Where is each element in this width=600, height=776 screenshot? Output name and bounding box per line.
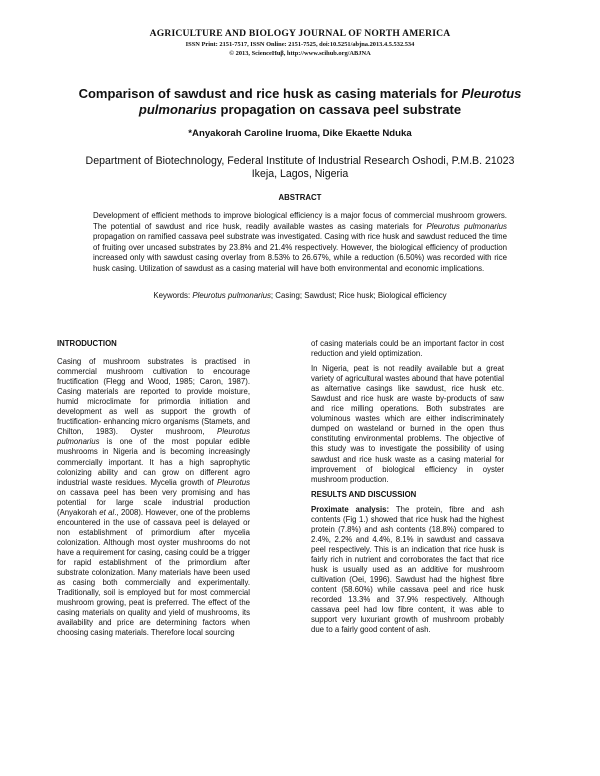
keywords-label: Keywords: — [153, 291, 193, 300]
paper-title — [60, 86, 540, 118]
keywords-species: Pleurotus pulmonarius — [192, 291, 271, 300]
left-column — [57, 339, 250, 643]
abstract-body — [93, 211, 507, 275]
abstract-heading: ABSTRACT — [278, 193, 322, 202]
title-text-2: propagation on cassava peel substrate — [216, 102, 462, 117]
introduction-heading: INTRODUCTION — [57, 339, 117, 348]
introduction-paragraph — [57, 357, 250, 638]
affiliation — [50, 155, 550, 181]
right-paragraph-2: In Nigeria, peat is not readily available but a great variety of agricultural wastes abound that have potential as alternative casings like sawdust, rice husk etc. Sawdust and rice husk are waste by-products of saw and rice milling operations. Both substrates are voluminous wastes which are either indiscriminately dumped on wasteland or burned in the open thus constituting environmental problems. The objective of this study was to investigate the possibility of using sawdust and rice husk waste as a casing material for improvement of biological efficiency in oyster mushroom production. — [311, 364, 504, 484]
issn-line: ISSN Print: 2151-7517, ISSN Online: 2151-7525, doi:10.5251/abjna.2013.4.5.532.534 — [185, 41, 415, 48]
proximate-label: Proximate analysis: — [311, 504, 390, 514]
abstract-text-1: Development of efficient methods to improve biological efficiency is a major focus of commercial mushroom growers. The potential of sawdust and rice husk, readily available wastes as casing materials for — [93, 211, 507, 231]
copyright-line: © 2013, ScienceHuβ, http://www.scihub.org/ABJNA — [229, 50, 371, 57]
intro-text-2: is one of the most popular edible mushrooms in Nigeria and is becoming increasingly commercially important. It has a high saprophytic colonizing ability and can grow on different agro industrial waste residues. Mycelia growth of — [57, 437, 250, 487]
title-text-1: Comparison of sawdust and rice husk as casing materials for — [78, 86, 462, 101]
intro-text-3: on cassava peel has been very promising and has potential for large scale industrial production (Anyakorah — [57, 487, 250, 517]
affiliation-line-1: Department of Biotechnology, Federal Institute of Industrial Research Oshodi, P.M.B. 21023 — [85, 155, 515, 167]
keywords-rest: ; Casing; Sawdust; Rice husk; Biological efficiency — [270, 291, 447, 300]
right-column — [311, 339, 504, 640]
abstract-species: Pleurotus pulmonarius — [426, 221, 507, 231]
intro-genus: Pleurotus — [217, 477, 250, 487]
intro-text-4: ., 2008). However, one of the problems encountered in the use of cassava peel is delayed or non establishment of primordium after mycelia colonization. Although most oyster mushrooms do not have a requirement for casing, casing could be a trigger for rapid establishment of the primordium after substrate colonization. Many materials have been used as casing both commercially and experimentally. Traditionally, soil is employed but for most commercial mushroom growing, peat is preferred. The effect of the casing materials on quality and yield of mushrooms, its availability and price are determining factors when choosing casing materials. Therefore local sourcing — [57, 507, 250, 638]
abstract-text-2: propagation on ramified cassava peel substrate was investigated. Casing with rice husk and sawdust reduced the time of fruiting over uncased substrates by 23.8% and 21.4% respectively. However, the biological efficiency of production increased only with sawdust casing overlay from 8.53% to 26.67%, while a reduction (6.50%) was recorded with rice husk casing. Utilization of sawdust as a casing material will have both environmental and economic implications. — [93, 232, 507, 273]
proximate-paragraph — [311, 505, 504, 636]
title-species: Pleurotus pulmonarius — [138, 86, 522, 117]
intro-text-1: Casing of mushroom substrates is practised in commercial mushroom cultivation to encourage fructification (Flegg and Wood, 1985; Caron, 1987). Casing materials are reported to provide moisture, humid microclimate for primordia initiation and development as well as support the growth of fructification- enhancing micro organisms (Stamets, and Chilton, 1983). Oyster mushroom, — [57, 357, 250, 437]
results-heading: RESULTS AND DISCUSSION — [311, 489, 417, 499]
intro-species-1: Pleurotus pulmonarius — [57, 427, 250, 447]
proximate-text: The protein, fibre and ash contents (Fig 1.) showed that rice husk had the highest protein (7.8%) and ash contents (18.8%) compared to 2.4%, 2.2% and 4.4%, 8.1% in sawdust and cassava peel respectively. This is an indication that rice husk is fairly rich in nutrient and corroborates the fact that rice husk is usually used as an additive for mushroom cultivation (Oei, 1996). Sawdust had the highest fibre content (58.60%) while cassava peel and rice husk recorded 13.3% and 37.9% respectively. Although cassava peel had low fibre content, it was able to support very luxuriant growth of mushroom probably due to a fairly good content of ash. — [311, 504, 504, 635]
keywords — [93, 291, 507, 300]
affiliation-line-2: Ikeja, Lagos, Nigeria — [251, 168, 349, 180]
right-paragraph-1: of casing materials could be an important factor in cost reduction and yield optimization. — [311, 339, 504, 359]
intro-et-al: et al — [99, 507, 115, 517]
authors: *Anyakorah Caroline Iruoma, Dike Ekaette Nduka — [188, 128, 412, 139]
journal-name: AGRICULTURE AND BIOLOGY JOURNAL OF NORTH AMERICA — [149, 28, 451, 39]
